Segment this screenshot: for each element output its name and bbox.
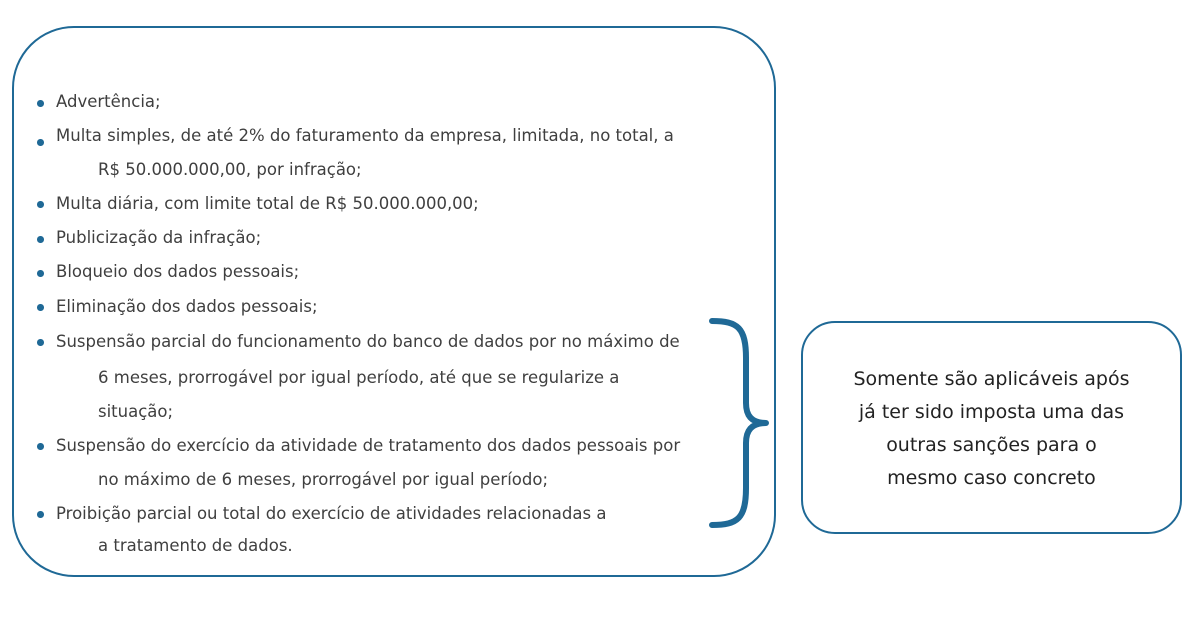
bullet-4 xyxy=(37,236,44,243)
bullet-2 xyxy=(37,139,44,146)
sanction-simple-fine-cont: R$ 50.000.000,00, por infração; xyxy=(98,160,362,179)
sanction-partial-suspension-cont-2: situação; xyxy=(98,402,174,421)
sanction-partial-suspension-cont-1: 6 meses, prorrogável por igual período, até que se regularize a xyxy=(98,368,620,387)
bullet-6 xyxy=(37,304,44,311)
sanction-activity-suspension-cont: no máximo de 6 meses, prorrogável por igual período; xyxy=(98,470,549,489)
sanction-simple-fine: Multa simples, de até 2% do faturamento da empresa, limitada, no total, a xyxy=(56,126,674,145)
sanction-prohibition-cont: a tratamento de dados. xyxy=(98,536,293,555)
sanction-block-data: Bloqueio dos dados pessoais; xyxy=(56,262,300,281)
bullet-3 xyxy=(37,201,44,208)
sanction-publicization: Publicização da infração; xyxy=(56,228,262,247)
sanction-delete-data: Eliminação dos dados pessoais; xyxy=(56,297,318,316)
note-box xyxy=(801,321,1182,534)
sanction-partial-suspension: Suspensão parcial do funcionamento do banco de dados por no máximo de xyxy=(56,332,680,351)
curly-brace-icon xyxy=(708,318,778,528)
sanction-activity-suspension: Suspensão do exercício da atividade de tratamento dos dados pessoais por xyxy=(56,436,681,455)
bullet-5 xyxy=(37,270,44,277)
sanction-daily-fine: Multa diária, com limite total de R$ 50.000.000,00; xyxy=(56,194,479,213)
sanction-prohibition: Proibição parcial ou total do exercício de atividades relacionadas a xyxy=(56,504,607,523)
bullet-9 xyxy=(37,511,44,518)
bullet-7 xyxy=(37,339,44,346)
bullet-8 xyxy=(37,443,44,450)
note-text: Somente são aplicáveis após já ter sido imposta uma das outras sanções para o mesmo caso concreto xyxy=(853,367,1130,489)
sanction-warning: Advertência; xyxy=(56,92,161,111)
bullet-1 xyxy=(37,100,44,107)
